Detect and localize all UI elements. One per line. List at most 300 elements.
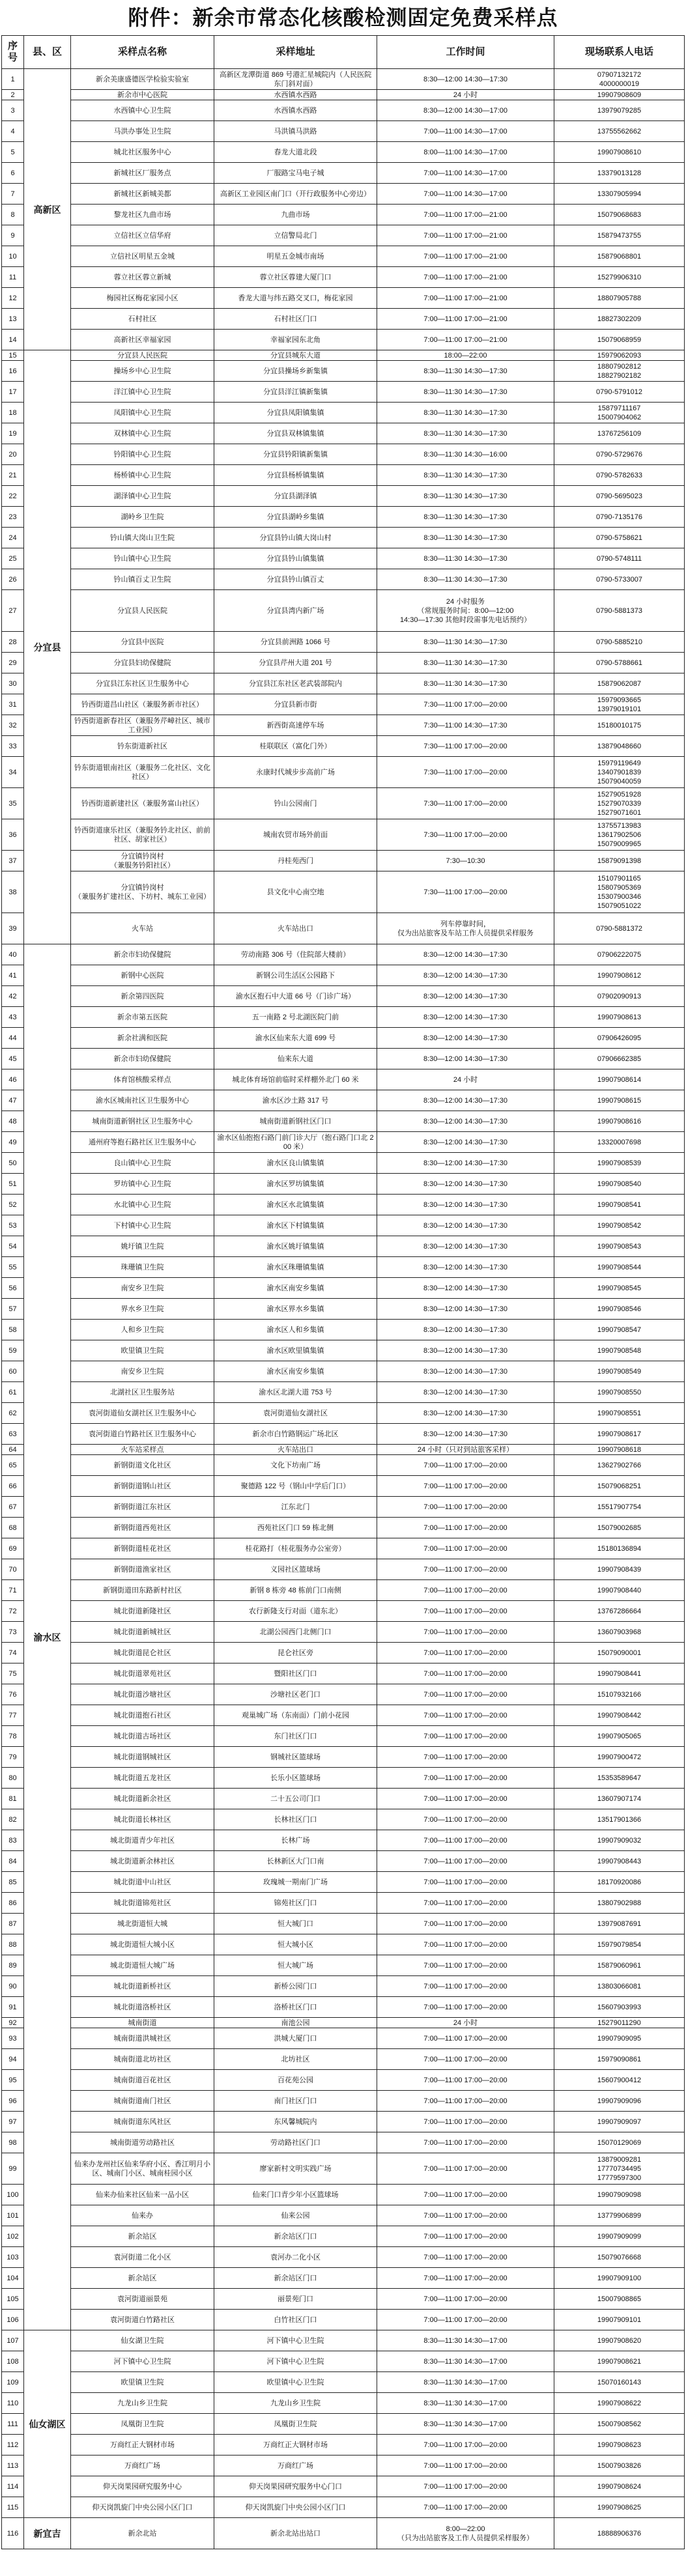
row-index: 111 xyxy=(2,2414,24,2435)
contact-phone: 0790-5788661 xyxy=(554,653,685,673)
table-row xyxy=(2,1278,685,1299)
contact-phone: 19907908548 xyxy=(554,1340,685,1361)
site-address: 城南街道新钢社区门口 xyxy=(214,1111,377,1132)
working-hours: 8:30—11:30 14:30—17:30 xyxy=(377,653,554,673)
row-index: 72 xyxy=(2,1601,24,1622)
site-address: 西苑社区门口 59 栋北侧 xyxy=(214,1518,377,1538)
site-name: 城南街道南门社区 xyxy=(71,2091,214,2112)
contact-phone: 15107932166 xyxy=(554,1684,685,1705)
site-address: 幸福家园东北角 xyxy=(214,330,377,350)
working-hours: 7:00—11:00 17:00—20:00 xyxy=(377,1789,554,1809)
contact-phone: 13767256109 xyxy=(554,423,685,444)
contact-phone: 18170920086 xyxy=(554,1872,685,1893)
contact-phone: 19907908613 xyxy=(554,1007,685,1028)
site-name: 新余市中心医院 xyxy=(71,90,214,100)
row-index: 18 xyxy=(2,403,24,423)
contact-phone: 13879048660 xyxy=(554,736,685,757)
site-name: 湖泽镇中心卫生院 xyxy=(71,486,214,507)
site-name: 城北街道新桥社区 xyxy=(71,1976,214,1997)
row-index: 19 xyxy=(2,423,24,444)
working-hours: 8:30—12:00 14:30—17:30 xyxy=(377,1174,554,1195)
site-name: 姚圩镇卫生院 xyxy=(71,1236,214,1257)
site-name: 新钢街道江东社区 xyxy=(71,1497,214,1518)
working-hours: 8:30—12:00 14:30—17:30 xyxy=(377,986,554,1007)
working-hours: 24 小时服务 （常规服务时间：8:00—12:00 14:30—17:30 其他时段需事先电话预约） xyxy=(377,590,554,632)
contact-phone: 15517907754 xyxy=(554,1497,685,1518)
contact-phone: 19907908440 xyxy=(554,1580,685,1601)
working-hours: 7:00—11:00 17:00—20:00 xyxy=(377,1851,554,1872)
contact-phone: 13979087691 xyxy=(554,1914,685,1934)
contact-phone: 15107901165 15807905369 15307900346 15079051022 xyxy=(554,871,685,913)
table-row xyxy=(2,548,685,569)
working-hours: 8:30—11:30 14:30—17:00 xyxy=(377,2414,554,2435)
site-name: 欧里镇卫生院 xyxy=(71,2372,214,2393)
site-address: 文化下坊南广场 xyxy=(214,1455,377,1476)
working-hours: 8:30—12:00 14:30—17:30 xyxy=(377,1403,554,1424)
site-name: 良山镇中心卫生院 xyxy=(71,1153,214,1174)
contact-phone: 19907909032 xyxy=(554,1830,685,1851)
site-address: 分宜县钤山镇百丈 xyxy=(214,569,377,590)
site-name: 城南街道百花社区 xyxy=(71,2070,214,2091)
site-name: 洋江镇中心卫生院 xyxy=(71,382,214,403)
contact-phone: 15879091398 xyxy=(554,851,685,871)
row-index: 81 xyxy=(2,1789,24,1809)
table-row xyxy=(2,90,685,100)
table-row xyxy=(2,1955,685,1976)
table-row xyxy=(2,2456,685,2476)
site-name: 下村镇中心卫生院 xyxy=(71,1215,214,1236)
site-address: 马洪镇马洪路 xyxy=(214,121,377,142)
table-row xyxy=(2,736,685,757)
site-name: 南安乡卫生院 xyxy=(71,1278,214,1299)
working-hours: 7:00—11:00 17:00—20:00 xyxy=(377,1726,554,1747)
working-hours: 7:00—11:00 17:00—20:00 xyxy=(377,1768,554,1789)
row-index: 91 xyxy=(2,1997,24,2018)
row-index: 77 xyxy=(2,1705,24,1726)
site-address: 火车站出口 xyxy=(214,1445,377,1455)
table-row xyxy=(2,2185,685,2205)
site-address: 新桥公园门口 xyxy=(214,1976,377,1997)
working-hours: 8:30—11:30 14:30—17:30 xyxy=(377,361,554,382)
site-name: 双林镇中心卫生院 xyxy=(71,423,214,444)
site-address: 袁河办二化小区 xyxy=(214,2247,377,2268)
district-cell: 仙女湖区 xyxy=(24,2330,71,2518)
working-hours: 7:00—11:00 17:00—20:00 xyxy=(377,2247,554,2268)
site-name: 城北街道新隆社区 xyxy=(71,1601,214,1622)
table-row xyxy=(2,2518,685,2549)
site-address: 丹桂苑西门 xyxy=(214,851,377,871)
table-row xyxy=(2,2435,685,2456)
table-row xyxy=(2,142,685,163)
table-row xyxy=(2,2132,685,2153)
table-row xyxy=(2,1580,685,1601)
site-name: 石村社区 xyxy=(71,309,214,330)
site-address: 长林广场 xyxy=(214,1830,377,1851)
row-index: 42 xyxy=(2,986,24,1007)
contact-phone: 15879711167 15007904062 xyxy=(554,403,685,423)
row-index: 10 xyxy=(2,246,24,267)
row-index: 70 xyxy=(2,1559,24,1580)
working-hours: 8:30—11:30 14:30—17:00 xyxy=(377,2393,554,2414)
working-hours: 7:00—11:00 17:00—20:00 xyxy=(377,1601,554,1622)
site-name: 城北街道抱石社区 xyxy=(71,1705,214,1726)
row-index: 43 xyxy=(2,1007,24,1028)
table-row xyxy=(2,965,685,986)
contact-phone: 19907908541 xyxy=(554,1195,685,1215)
working-hours: 7:00—11:00 17:00—21:00 xyxy=(377,246,554,267)
site-name: 水北镇中心卫生院 xyxy=(71,1195,214,1215)
contact-phone: 0790-7135176 xyxy=(554,507,685,528)
row-index: 2 xyxy=(2,90,24,100)
table-row xyxy=(2,1663,685,1684)
site-address: 高新区龙潭街道 869 号港汇星城院内（人民医院东门斜对面） xyxy=(214,69,377,90)
site-address: 南池公园 xyxy=(214,2018,377,2028)
working-hours: 7:00—11:00 17:00—20:00 xyxy=(377,1643,554,1663)
table-header-row xyxy=(2,36,685,69)
table-row xyxy=(2,1705,685,1726)
contact-phone: 15353589647 xyxy=(554,1768,685,1789)
row-index: 71 xyxy=(2,1580,24,1601)
working-hours: 7:00—11:00 17:00—20:00 xyxy=(377,1559,554,1580)
site-address: 春龙大道北段 xyxy=(214,142,377,163)
table-row xyxy=(2,1559,685,1580)
site-name: 新钢街道西苑社区 xyxy=(71,1518,214,1538)
site-address: 暨阳社区门口 xyxy=(214,1663,377,1684)
working-hours: 8:30—12:00 14:30—17:30 xyxy=(377,1278,554,1299)
site-name: 渝水区城南社区卫生服务中心 xyxy=(71,1090,214,1111)
working-hours: 7:00—11:00 17:00—20:00 xyxy=(377,1809,554,1830)
site-address: 渝水区北湖大道 753 号 xyxy=(214,1382,377,1403)
header-phone: 现场联系人电话 xyxy=(554,36,685,69)
site-name: 高新社区幸福家园 xyxy=(71,330,214,350)
site-name: 钤西街道新春社区（兼服务芹嶂社区、城市工业园） xyxy=(71,715,214,736)
site-name: 珠珊镇卫生院 xyxy=(71,1257,214,1278)
table-row xyxy=(2,1174,685,1195)
contact-phone: 07906662385 xyxy=(554,1049,685,1069)
row-index: 80 xyxy=(2,1768,24,1789)
contact-phone: 15079068251 xyxy=(554,1476,685,1497)
contact-phone: 15079076668 xyxy=(554,2247,685,2268)
contact-phone: 19907908539 xyxy=(554,1153,685,1174)
row-index: 25 xyxy=(2,548,24,569)
table-row xyxy=(2,1382,685,1403)
working-hours: 列车停靠时间， 仅为出站旅客及车站工作人员提供采样服务 xyxy=(377,913,554,944)
site-address: 劳动南路 306 号（住院部大楼前） xyxy=(214,944,377,965)
site-name: 钤西街道昌山社区（兼服务新市社区） xyxy=(71,694,214,715)
sampling-sites-table xyxy=(1,35,685,2549)
table-row xyxy=(2,423,685,444)
row-index: 27 xyxy=(2,590,24,632)
site-address: 渝水区欧里镇集镇 xyxy=(214,1340,377,1361)
contact-phone: 13627902766 xyxy=(554,1455,685,1476)
site-name: 杨桥镇中心卫生院 xyxy=(71,465,214,486)
site-name: 新钢街道渔家社区 xyxy=(71,1559,214,1580)
site-address: 城南农贸市场外前面 xyxy=(214,819,377,851)
site-name: 袁河街道白竹路社区卫生服务中心 xyxy=(71,1424,214,1445)
site-name: 操场乡中心卫生院 xyxy=(71,361,214,382)
site-address: 丽景苑门口 xyxy=(214,2289,377,2310)
site-address: 白竹社区门口 xyxy=(214,2310,377,2330)
table-row xyxy=(2,2049,685,2070)
contact-phone: 15279011290 xyxy=(554,2018,685,2028)
district-cell: 渝水区 xyxy=(24,944,71,2330)
site-address: 渝水区下村镇集镇 xyxy=(214,1215,377,1236)
table-row xyxy=(2,1236,685,1257)
working-hours: 24 小时 xyxy=(377,90,554,100)
working-hours: 7:00—11:00 17:00—20:00 xyxy=(377,1622,554,1643)
contact-phone: 15079068959 xyxy=(554,330,685,350)
site-address: 分宜县城东大道 xyxy=(214,350,377,361)
site-name: 新余社满和医院 xyxy=(71,1028,214,1049)
site-address: 分宜县江东社区老武装部院内 xyxy=(214,673,377,694)
contact-phone: 15079090001 xyxy=(554,1643,685,1663)
table-row xyxy=(2,1601,685,1622)
working-hours: 8:30—11:30 14:30—17:30 xyxy=(377,465,554,486)
contact-phone: 13607903968 xyxy=(554,1622,685,1643)
working-hours: 8:30—11:30 14:30—17:30 xyxy=(377,382,554,403)
working-hours: 8:00—22:00 （只为出站旅客及工作人员提供采样服务） xyxy=(377,2518,554,2549)
site-name: 立信社区明星五金城 xyxy=(71,246,214,267)
contact-phone: 18827302209 xyxy=(554,309,685,330)
table-row xyxy=(2,1340,685,1361)
table-row xyxy=(2,1007,685,1028)
working-hours: 7:00—11:00 17:00—20:00 xyxy=(377,2132,554,2153)
working-hours: 7:00—11:00 17:00—20:00 xyxy=(377,1976,554,1997)
table-row xyxy=(2,163,685,184)
site-name: 城南街道洪城社区 xyxy=(71,2028,214,2049)
working-hours: 7:00—11:00 17:00—20:00 xyxy=(377,1705,554,1726)
contact-phone: 19907908551 xyxy=(554,1403,685,1424)
contact-phone: 19907908625 xyxy=(554,2497,685,2518)
row-index: 93 xyxy=(2,2028,24,2049)
site-address: 县文化中心南空地 xyxy=(214,871,377,913)
row-index: 33 xyxy=(2,736,24,757)
row-index: 100 xyxy=(2,2185,24,2205)
working-hours: 7:30—11:00 14:30—17:30 xyxy=(377,715,554,736)
site-name: 湖岭乡卫生院 xyxy=(71,507,214,528)
working-hours: 7:00—11:00 17:00—21:00 xyxy=(377,205,554,225)
site-address: 分宜县洋江镇新集镇 xyxy=(214,382,377,403)
contact-phone: 15979062093 xyxy=(554,350,685,361)
row-index: 56 xyxy=(2,1278,24,1299)
site-name: 城北街道恒大城小区 xyxy=(71,1934,214,1955)
site-name: 仙来办龙州社区仙来华府小区、香江明月小区、城南门小区、城南桂园小区 xyxy=(71,2153,214,2185)
contact-phone: 15607900412 xyxy=(554,2070,685,2091)
site-address: 东风馨城院内 xyxy=(214,2112,377,2132)
site-name: 袁河街道仙女湖社区卫生服务中心 xyxy=(71,1403,214,1424)
site-address: 长林社区门口 xyxy=(214,1809,377,1830)
site-address: 渝水区南安乡集镇 xyxy=(214,1361,377,1382)
table-row xyxy=(2,1497,685,1518)
site-address: 渝水区沙土路 317 号 xyxy=(214,1090,377,1111)
table-row xyxy=(2,569,685,590)
table-row xyxy=(2,225,685,246)
table-body xyxy=(2,69,685,2549)
site-name: 钤山镇大岗山卫生院 xyxy=(71,528,214,548)
table-row xyxy=(2,2112,685,2132)
site-name: 九龙山乡卫生院 xyxy=(71,2393,214,2414)
row-index: 14 xyxy=(2,330,24,350)
working-hours: 8:30—11:30 14:30—17:30 xyxy=(377,673,554,694)
working-hours: 7:00—11:00 17:00—20:00 xyxy=(377,2268,554,2289)
contact-phone: 19907908540 xyxy=(554,1174,685,1195)
site-address: 蓉立社区蓉建大厦门口 xyxy=(214,267,377,288)
row-index: 90 xyxy=(2,1976,24,1997)
table-row xyxy=(2,1153,685,1174)
site-address: 新钢公司生活区公园路下 xyxy=(214,965,377,986)
site-address: 仙来门口青少年小区篮球场 xyxy=(214,2185,377,2205)
working-hours: 8:30—12:00 14:30—17:30 xyxy=(377,1215,554,1236)
site-name: 城南街道 xyxy=(71,2018,214,2028)
site-address: 洛桥社区门口 xyxy=(214,1997,377,2018)
contact-phone: 0790-5881372 xyxy=(554,913,685,944)
site-address: 新钢 8 栋旁 48 栋前门口南侧 xyxy=(214,1580,377,1601)
row-index: 105 xyxy=(2,2289,24,2310)
working-hours: 24 小时 xyxy=(377,1069,554,1090)
row-index: 108 xyxy=(2,2351,24,2372)
site-name: 新城社区厂服务点 xyxy=(71,163,214,184)
contact-phone: 13607907174 xyxy=(554,1789,685,1809)
table-row xyxy=(2,2372,685,2393)
contact-phone: 15279051928 15279070339 15279071601 xyxy=(554,788,685,819)
contact-phone: 15079068683 xyxy=(554,205,685,225)
site-address: 分宜县钤阳镇新集镇 xyxy=(214,444,377,465)
row-index: 94 xyxy=(2,2049,24,2070)
site-name: 界水乡卫生院 xyxy=(71,1299,214,1320)
row-index: 4 xyxy=(2,121,24,142)
table-row xyxy=(2,1257,685,1278)
row-index: 52 xyxy=(2,1195,24,1215)
site-address: 渝水区姚圩镇集镇 xyxy=(214,1236,377,1257)
contact-phone: 13779906899 xyxy=(554,2205,685,2226)
contact-phone: 13755713983 13617902506 15079009965 xyxy=(554,819,685,851)
site-name: 河下镇中心卫生院 xyxy=(71,2351,214,2372)
table-row xyxy=(2,2028,685,2049)
site-name: 城南街道劳动路社区 xyxy=(71,2132,214,2153)
site-name: 城北街道新城社区 xyxy=(71,1622,214,1643)
site-name: 袁河街道白竹路社区 xyxy=(71,2310,214,2330)
site-name: 水西镇中心卫生院 xyxy=(71,100,214,121)
site-name: 梅园社区梅花家园小区 xyxy=(71,288,214,309)
table-row xyxy=(2,246,685,267)
row-index: 34 xyxy=(2,757,24,788)
district-cell: 高新区 xyxy=(24,69,71,350)
working-hours: 8:30—12:00 14:30—17:30 xyxy=(377,1361,554,1382)
site-address: 长乐小区篮球场 xyxy=(214,1768,377,1789)
site-name: 火车站采样点 xyxy=(71,1445,214,1455)
row-index: 8 xyxy=(2,205,24,225)
site-name: 立信社区立信华府 xyxy=(71,225,214,246)
site-address: 万商红正大钢材市场 xyxy=(214,2435,377,2456)
table-row xyxy=(2,403,685,423)
working-hours: 7:30—11:00 17:00—20:00 xyxy=(377,871,554,913)
site-address: 桂联联区（富化门外） xyxy=(214,736,377,757)
site-name: 钤西街道新建社区（兼服务富山社区） xyxy=(71,788,214,819)
site-address: 新余站区门口 xyxy=(214,2268,377,2289)
contact-phone: 15007908865 xyxy=(554,2289,685,2310)
contact-phone: 19907908439 xyxy=(554,1559,685,1580)
contact-phone: 19907909095 xyxy=(554,2028,685,2049)
site-name: 新余北站 xyxy=(71,2518,214,2549)
row-index: 86 xyxy=(2,1893,24,1914)
table-row xyxy=(2,2330,685,2351)
row-index: 30 xyxy=(2,673,24,694)
site-address: 新余站区门口 xyxy=(214,2226,377,2247)
table-row xyxy=(2,715,685,736)
table-row xyxy=(2,1361,685,1382)
site-name: 火车站 xyxy=(71,913,214,944)
working-hours: 7:00—11:00 17:00—20:00 xyxy=(377,1747,554,1768)
site-address: 分宜县双林镇集镇 xyxy=(214,423,377,444)
contact-phone: 18807905788 xyxy=(554,288,685,309)
contact-phone: 0790-5885210 xyxy=(554,632,685,653)
row-index: 107 xyxy=(2,2330,24,2351)
working-hours: 8:30—11:30 14:30—17:30 xyxy=(377,569,554,590)
site-address: 渝水区仙来东大道 699 号 xyxy=(214,1028,377,1049)
site-address: 新余市白竹路钢运广场北区 xyxy=(214,1424,377,1445)
row-index: 59 xyxy=(2,1340,24,1361)
table-row xyxy=(2,1069,685,1090)
site-name: 蓉立社区蓉立新城 xyxy=(71,267,214,288)
site-address: 城北体育场馆前临时采样棚外北门 60 米 xyxy=(214,1069,377,1090)
row-index: 32 xyxy=(2,715,24,736)
row-index: 24 xyxy=(2,528,24,548)
site-name: 分宜县妇幼保健院 xyxy=(71,653,214,673)
table-row xyxy=(2,1747,685,1768)
site-address: 南门社区门口 xyxy=(214,2091,377,2112)
contact-phone: 19907909096 xyxy=(554,2091,685,2112)
table-row xyxy=(2,507,685,528)
working-hours: 8:30—12:00 14:30—17:30 xyxy=(377,965,554,986)
site-address: 江东北门 xyxy=(214,1497,377,1518)
site-name: 新钢街道文化社区 xyxy=(71,1455,214,1476)
contact-phone: 15279906310 xyxy=(554,267,685,288)
table-row xyxy=(2,1789,685,1809)
contact-phone: 13379013128 xyxy=(554,163,685,184)
working-hours: 7:00—11:00 14:30—17:00 xyxy=(377,163,554,184)
row-index: 99 xyxy=(2,2153,24,2185)
row-index: 38 xyxy=(2,871,24,913)
site-address: 仰天岗果园研究服务中心门口 xyxy=(214,2476,377,2497)
contact-phone: 13979079285 xyxy=(554,100,685,121)
working-hours: 8:30—12:00 14:30—17:30 xyxy=(377,1111,554,1132)
row-index: 68 xyxy=(2,1518,24,1538)
site-name: 城北街道新余社区 xyxy=(71,1789,214,1809)
site-address: 火车站出口 xyxy=(214,913,377,944)
site-name: 分宜县人民医院 xyxy=(71,350,214,361)
working-hours: 8:30—12:00 14:30—17:30 xyxy=(377,1195,554,1215)
working-hours: 18:00—22:00 xyxy=(377,350,554,361)
row-index: 89 xyxy=(2,1955,24,1976)
table-row xyxy=(2,1299,685,1320)
contact-phone: 15607903993 xyxy=(554,1997,685,2018)
table-row xyxy=(2,2091,685,2112)
table-row xyxy=(2,673,685,694)
row-index: 11 xyxy=(2,267,24,288)
site-name: 钤东街道新社区 xyxy=(71,736,214,757)
row-index: 83 xyxy=(2,1830,24,1851)
table-row xyxy=(2,694,685,715)
row-index: 7 xyxy=(2,184,24,205)
site-name: 黎龙社区九曲市场 xyxy=(71,205,214,225)
site-name: 城北街道青少年社区 xyxy=(71,1830,214,1851)
site-name: 钤阳镇中心卫生院 xyxy=(71,444,214,465)
site-name: 新余站区 xyxy=(71,2226,214,2247)
site-address: 渝水区良山镇集镇 xyxy=(214,1153,377,1174)
contact-phone: 13879009281 17770734495 17779597300 xyxy=(554,2153,685,2185)
contact-phone: 19907908617 xyxy=(554,1424,685,1445)
working-hours: 8:00—11:00 14:30—17:00 xyxy=(377,142,554,163)
